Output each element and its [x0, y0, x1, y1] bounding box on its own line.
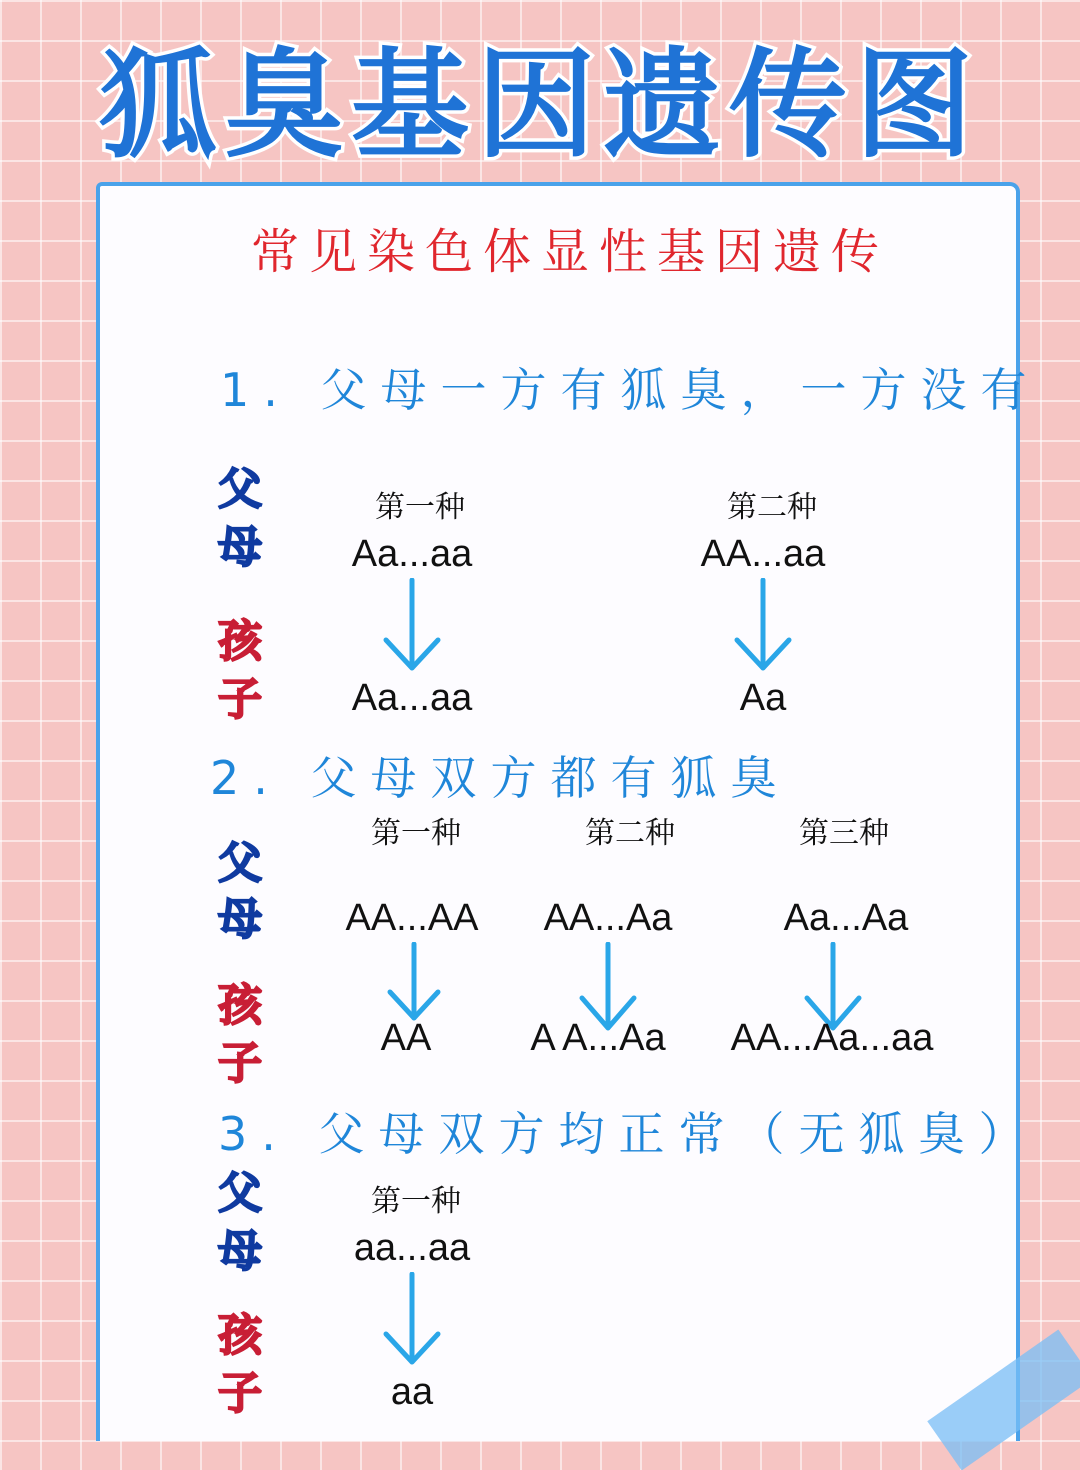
parent-label-2: 母 — [218, 1226, 262, 1277]
child-label-2: 子 — [218, 1038, 262, 1089]
down-arrow-icon — [384, 942, 444, 1022]
parent-label-1: 父 — [218, 1168, 262, 1219]
parent-genotype: aa...aa — [353, 1227, 471, 1269]
down-arrow-icon — [382, 578, 442, 672]
parent-genotype: AA...AA — [345, 897, 479, 939]
section-2-heading: 2. 父母双方都有狐臭 — [210, 751, 791, 805]
child-genotype: Aa — [739, 677, 787, 719]
down-arrow-icon — [382, 1272, 442, 1366]
child-label-2: 子 — [218, 674, 262, 725]
child-genotype: Aa...aa — [351, 677, 473, 719]
parent-label-1: 父 — [218, 838, 262, 889]
case-kind: 第二种 — [585, 816, 675, 851]
case-kind: 第二种 — [727, 490, 817, 525]
child-genotype: A A...Aa — [530, 1017, 666, 1059]
main-title: 狐臭基因遗传图 — [98, 36, 981, 174]
case-kind: 第一种 — [371, 816, 461, 851]
section-3-heading: 3. 父母双方均正常（无狐臭） — [218, 1107, 1039, 1161]
case-kind: 第三种 — [799, 816, 889, 851]
subtitle: 常见染色体显性基因遗传 — [250, 224, 889, 280]
section-1-heading: 1. 父母一方有狐臭，一方没有 — [220, 363, 1041, 417]
parent-label-2: 母 — [218, 522, 262, 573]
parent-genotype: AA...Aa — [543, 897, 673, 939]
child-genotype: AA...Aa...aa — [730, 1017, 934, 1059]
parent-label-1: 父 — [218, 464, 262, 515]
child-genotype: AA — [380, 1017, 432, 1059]
parent-genotype: AA...aa — [700, 533, 826, 575]
child-label-1: 孩 — [218, 616, 262, 667]
parent-label-2: 母 — [218, 894, 262, 945]
parent-genotype: Aa...Aa — [783, 897, 909, 939]
case-kind: 第一种 — [371, 1184, 461, 1219]
parent-genotype: Aa...aa — [351, 533, 473, 575]
child-label-1: 孩 — [218, 980, 262, 1031]
case-kind: 第一种 — [375, 490, 465, 525]
child-label-2: 子 — [218, 1368, 262, 1419]
child-label-1: 孩 — [218, 1310, 262, 1361]
child-genotype: aa — [390, 1371, 434, 1413]
down-arrow-icon — [733, 578, 793, 672]
